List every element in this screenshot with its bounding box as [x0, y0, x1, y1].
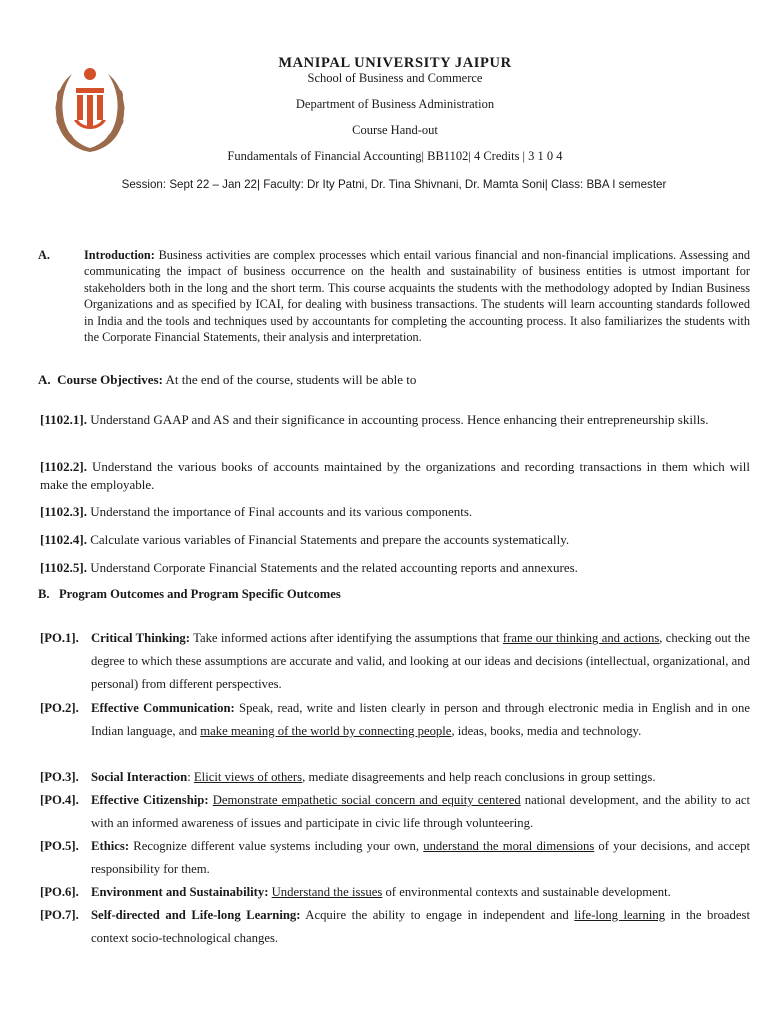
- po-text: [91, 835, 750, 881]
- po-underlined: Understand the issues: [271, 885, 383, 899]
- outcome-code: [1102.1].: [40, 412, 87, 427]
- university-name: MANIPAL UNIVERSITY JAIPUR: [278, 55, 512, 71]
- document-type: Course Hand-out: [352, 123, 438, 137]
- po-text: [91, 766, 750, 789]
- po-pre: Acquire the ability to engage in independent and: [305, 908, 569, 922]
- program-outcome-item: [40, 835, 750, 881]
- po-title: Environment and Sustainability:: [91, 885, 269, 899]
- university-logo: [46, 60, 134, 160]
- outcome-text: Understand GAAP and AS and their significance in accounting process. Hence enhancing their entrepreneurship skills.: [90, 412, 709, 427]
- objectives-letter: A.: [38, 372, 51, 387]
- po-post: of environmental contexts and sustainable development.: [382, 885, 671, 899]
- po-post: , mediate disagreements and help reach conclusions in group settings.: [302, 770, 656, 784]
- po-text: [91, 627, 750, 696]
- program-outcome-item: [40, 627, 750, 696]
- section-letter: A.: [38, 248, 50, 262]
- po-title: Social Interaction: [91, 770, 188, 784]
- po-pre: :: [187, 770, 191, 784]
- po-text: [91, 697, 750, 743]
- po-title: Ethics:: [91, 839, 130, 853]
- outcome-text: Understand the importance of Final accounts and its various components.: [90, 504, 473, 519]
- po-title: Self-directed and Life-long Learning:: [91, 908, 301, 922]
- program-outcomes-heading: B. Program Outcomes and Program Specific Outcomes: [38, 587, 341, 601]
- outcome-text: Understand Corporate Financial Statements and the related accounting reports and annexures.: [90, 560, 578, 575]
- department-name: Department of Business Administration: [295, 97, 495, 111]
- program-outcome-item: [40, 904, 750, 950]
- po-code: [PO.3].: [40, 770, 79, 784]
- po-underlined: Elicit views of others: [193, 770, 303, 784]
- po-post: in the broadest context socio-technological changes.: [91, 908, 750, 945]
- outcome-code: [1102.3].: [40, 504, 87, 519]
- course-outcome-item: [40, 503, 750, 521]
- po-code: [PO.4].: [40, 793, 79, 807]
- po-underlined: Demonstrate empathetic social concern and equity centered: [212, 793, 521, 807]
- po-post: of your decisions, and accept responsibility for them.: [91, 839, 750, 876]
- po-pre: Take informed actions after identifying the assumptions that: [193, 631, 500, 645]
- introduction-section: [38, 247, 750, 345]
- introduction-label: Introduction:: [84, 248, 155, 262]
- outcome-code: [1102.5].: [40, 560, 87, 575]
- po-text: [91, 904, 750, 950]
- po-code: [PO.6].: [40, 885, 79, 899]
- course-outcome-item: [40, 531, 750, 549]
- po-code: [PO.5].: [40, 839, 79, 853]
- program-outcome-item: [40, 766, 750, 789]
- school-name: School of Business and Commerce: [307, 71, 483, 85]
- course-outcome-item: [40, 411, 750, 429]
- introduction-body: Business activities are complex processes which entail various financial and non-financial implications. Assessing and communicating the impact of business occurrence on the health and sustainability of business entities is utmost important for stakeholders both in the long and the short term. This course acquaints the students with the methodology adopted by Indian Business Organizations and as specified by ICAI, for dealing with business transactions. The students will learn accounting standards followed in India and the tools and techniques used by accountants for completing the accounting process. It also familiarizes the students with the Corporate Financial Statements, their analysis and interpretation.: [84, 248, 751, 345]
- po-text: [91, 789, 750, 835]
- outcome-code: [1102.4].: [40, 532, 87, 547]
- po-post: national development, and the ability to act with an informed awareness of issues and participate in civic life through volunteering.: [91, 793, 750, 830]
- po-underlined: life-long learning: [574, 908, 666, 922]
- po-title: Critical Thinking:: [91, 631, 190, 645]
- objectives-label: Course Objectives:: [57, 372, 163, 387]
- course-outcome-item: [40, 458, 750, 493]
- po-underlined: make meaning of the world by connecting people: [200, 724, 452, 738]
- outcome-text: Calculate various variables of Financial Statements and prepare the accounts systematically.: [90, 532, 570, 547]
- course-title: Fundamentals of Financial Accounting| BB1102| 4 Credits | 3 1 0 4: [227, 149, 563, 163]
- po-pre: Recognize different value systems including your own,: [133, 839, 420, 853]
- university-crest-icon: [46, 60, 134, 160]
- document-header: [140, 54, 650, 163]
- po-code: [PO.1].: [40, 631, 79, 645]
- po-text: [91, 881, 750, 904]
- po-code: [PO.7].: [40, 908, 79, 922]
- course-objectives-heading: [38, 372, 416, 388]
- objectives-intro: At the end of the course, students will be able to: [165, 372, 417, 387]
- session-info: Session: Sept 22 – Jan 22| Faculty: Dr Ity Patni, Dr. Tina Shivnani, Dr. Mamta Soni| Class: BBA I semester: [121, 178, 667, 191]
- introduction-text: [84, 247, 750, 345]
- po-post: , checking out the degree to which these assumptions are accurate and valid, and looking at our ideas and decisions (intellectual, organizational, and personal) from different perspectives.: [91, 631, 750, 691]
- outcome-code: [1102.2].: [40, 459, 87, 474]
- course-outcome-item: [40, 559, 750, 577]
- po-pre: Speak, read, write and listen clearly in person and through electronic media in English and in one Indian language, and: [91, 701, 751, 738]
- po-underlined: understand the moral dimensions: [423, 839, 595, 853]
- po-code: [PO.2].: [40, 701, 79, 715]
- po-title: Effective Communication:: [91, 701, 235, 715]
- po-post: , ideas, books, media and technology.: [451, 724, 642, 738]
- po-title: Effective Citizenship:: [91, 793, 209, 807]
- program-outcome-item: [40, 881, 750, 904]
- po-underlined: frame our thinking and actions: [502, 631, 660, 645]
- outcome-text: Understand the various books of accounts maintained by the organizations and recording transactions in them which will make the employable.: [40, 459, 751, 492]
- program-outcome-item: [40, 697, 750, 743]
- program-outcome-item: [40, 789, 750, 835]
